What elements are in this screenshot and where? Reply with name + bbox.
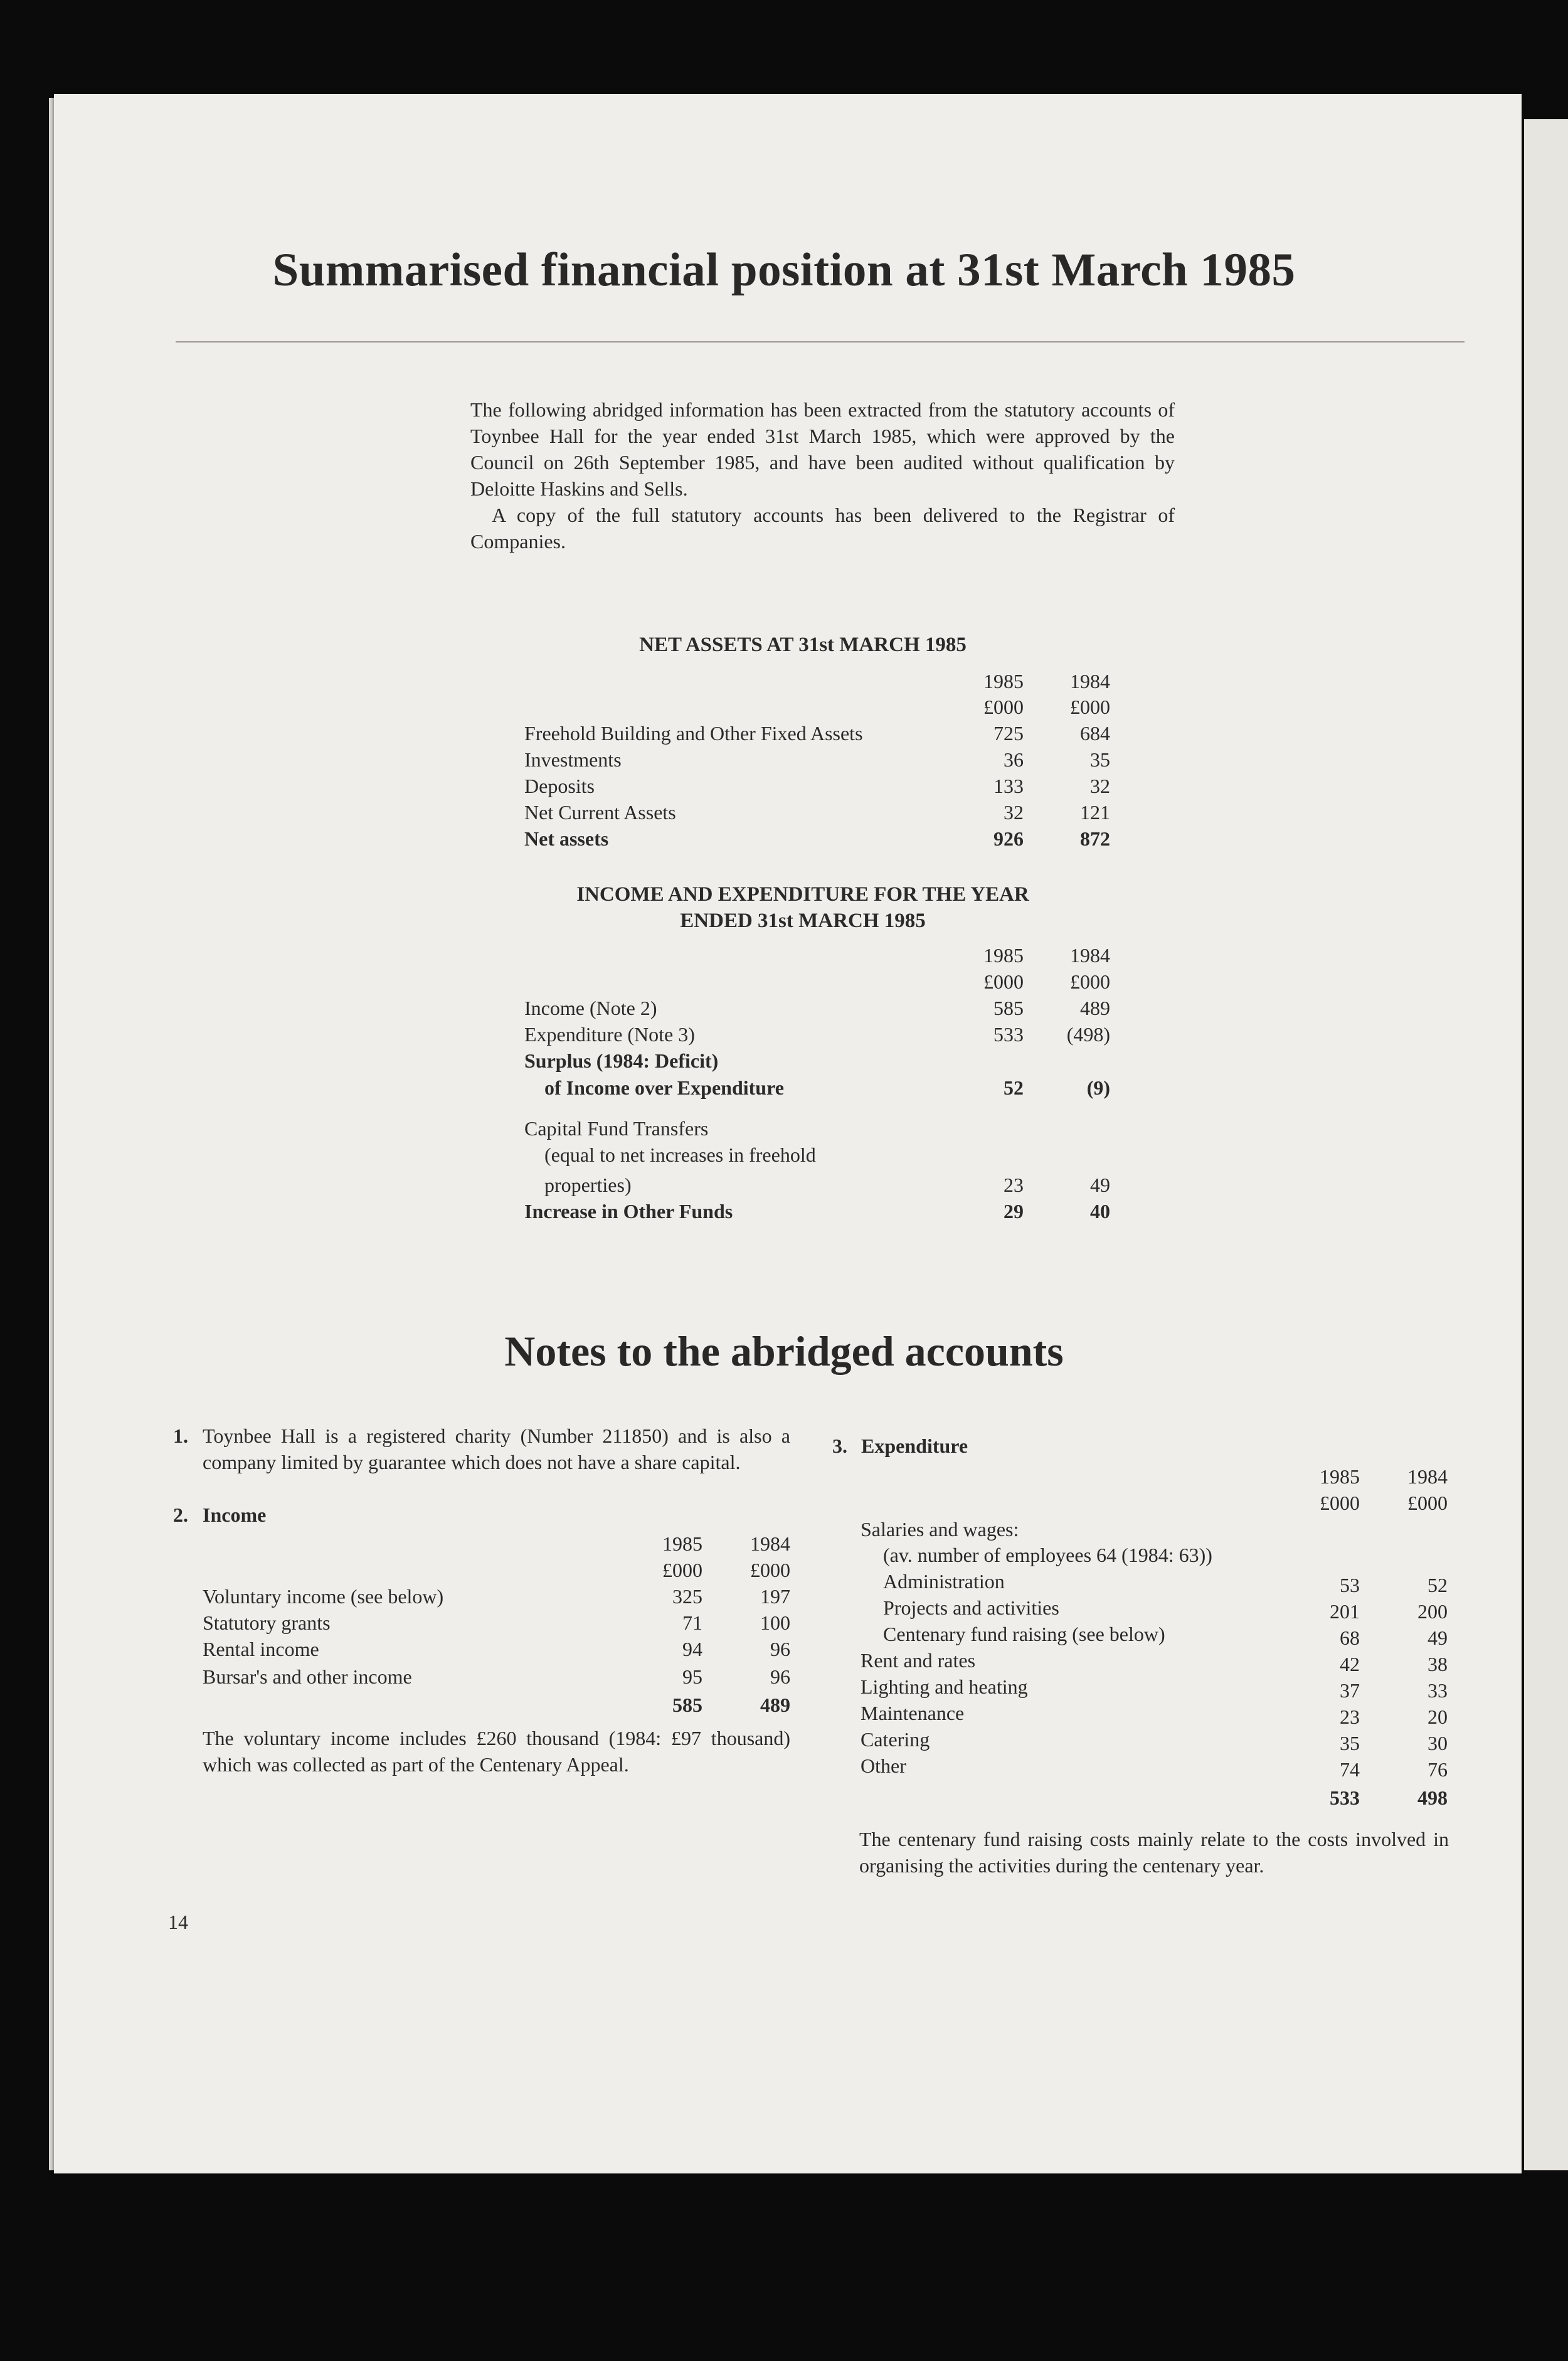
expenditure-total-1984: 498 xyxy=(1417,1786,1448,1809)
net-assets-row-1984: 121 xyxy=(1080,801,1110,824)
note-1-number: 1. xyxy=(173,1425,188,1447)
ie-row-1984: 489 xyxy=(1080,997,1110,1019)
note-3-footnote: The centenary fund raising costs mainly relate to the costs involved in organising the activities during the centenary year. xyxy=(859,1828,1449,1877)
expenditure-row-label: Maintenance xyxy=(861,1702,965,1724)
income-expenditure-heading-line2: ENDED 31st MARCH 1985 xyxy=(680,910,926,932)
expenditure-sub-row-1985: 53 xyxy=(1340,1574,1360,1596)
surplus-label-line1: Surplus (1984: Deficit) xyxy=(524,1049,719,1072)
income-row-label: Bursar's and other income xyxy=(203,1665,412,1688)
surplus-label-line2: of Income over Expenditure xyxy=(544,1076,784,1099)
expenditure-row-1984: 33 xyxy=(1428,1679,1448,1702)
net-assets-row-1985: 133 xyxy=(993,775,1024,797)
net-assets-row-label: Freehold Building and Other Fixed Assets xyxy=(524,722,863,745)
surplus-1985: 52 xyxy=(1004,1076,1024,1099)
expenditure-row-1984: 30 xyxy=(1428,1732,1448,1754)
note-3-heading: Expenditure xyxy=(861,1435,968,1457)
note-2-number: 2. xyxy=(173,1504,188,1526)
note-3-year-1984: 1984 xyxy=(1407,1465,1448,1488)
note-2-footnote: The voluntary income includes £260 thousand (1984: £97 thousand) which was collected as part of the Centenary Appeal. xyxy=(203,1727,790,1776)
income-row-label: Statutory grants xyxy=(203,1611,331,1634)
note-3-unit-1984: £000 xyxy=(1407,1492,1448,1514)
net-assets-row-label: Investments xyxy=(524,748,622,771)
ie-row-1984: (498) xyxy=(1066,1023,1110,1046)
expenditure-sub-row-1984: 49 xyxy=(1428,1626,1448,1649)
notes-title: Notes to the abridged accounts xyxy=(504,1327,1064,1375)
net-assets-total-label: Net assets xyxy=(524,827,609,850)
income-expenditure-heading-line1: INCOME AND EXPENDITURE FOR THE YEAR xyxy=(576,883,1029,906)
expenditure-sub-row-1984: 200 xyxy=(1417,1600,1448,1623)
capital-transfers-line3: properties) xyxy=(544,1174,632,1196)
note-2-unit-1984: £000 xyxy=(750,1559,790,1581)
capital-transfers-line2: (equal to net increases in freehold xyxy=(544,1143,816,1166)
net-assets-row-1984: 35 xyxy=(1090,748,1110,771)
increase-other-funds-1984: 40 xyxy=(1090,1200,1110,1223)
net-assets-row-1985: 725 xyxy=(993,722,1024,745)
income-row-1985: 325 xyxy=(672,1585,702,1608)
net-assets-row-1984: 32 xyxy=(1090,775,1110,797)
net-assets-row-1985: 36 xyxy=(1004,748,1024,771)
net-assets-heading: NET ASSETS AT 31st MARCH 1985 xyxy=(639,634,967,656)
expenditure-sub-row-label: Centenary fund raising (see below) xyxy=(883,1623,1165,1645)
capital-transfers-1985: 23 xyxy=(1004,1174,1024,1196)
intro-paragraph-2: A copy of the full statutory accounts has been delivered to the Registrar of Companies. xyxy=(470,504,1175,553)
income-total-1984: 489 xyxy=(760,1694,790,1716)
expenditure-row-label: Rent and rates xyxy=(861,1649,976,1672)
expenditure-sub-row-1985: 68 xyxy=(1340,1626,1360,1649)
expenditure-sub-row-1984: 52 xyxy=(1428,1574,1448,1596)
note-3-unit-1985: £000 xyxy=(1320,1492,1360,1514)
ie-unit-1985: £000 xyxy=(983,970,1024,993)
net-assets-unit-1985: £000 xyxy=(983,696,1024,718)
income-row-1984: 100 xyxy=(760,1611,790,1634)
note-3-year-1985: 1985 xyxy=(1320,1465,1360,1488)
expenditure-row-label: Other xyxy=(861,1754,906,1777)
net-assets-row-1985: 32 xyxy=(1004,801,1024,824)
expenditure-sub-row-1985: 201 xyxy=(1330,1600,1360,1623)
income-row-1985: 94 xyxy=(682,1638,702,1660)
expenditure-sub-row-label: Administration xyxy=(883,1570,1005,1593)
income-row-1985: 71 xyxy=(682,1611,702,1634)
note-3-number: 3. xyxy=(832,1435,847,1457)
expenditure-row-1985: 35 xyxy=(1340,1732,1360,1754)
expenditure-row-1984: 38 xyxy=(1428,1653,1448,1675)
net-assets-row-label: Deposits xyxy=(524,775,595,797)
income-total-1985: 585 xyxy=(672,1694,702,1716)
ie-unit-1984: £000 xyxy=(1070,970,1110,993)
net-assets-total-1984: 872 xyxy=(1080,827,1110,850)
net-assets-year-1985: 1985 xyxy=(983,670,1024,692)
capital-transfers-line1: Capital Fund Transfers xyxy=(524,1117,709,1140)
income-row-1985: 95 xyxy=(682,1665,702,1688)
salaries-sub-label: (av. number of employees 64 (1984: 63)) xyxy=(883,1544,1212,1566)
expenditure-row-label: Lighting and heating xyxy=(861,1675,1028,1698)
expenditure-sub-row-label: Projects and activities xyxy=(883,1596,1059,1619)
page-number: 14 xyxy=(168,1911,188,1933)
capital-transfers-1984: 49 xyxy=(1090,1174,1110,1196)
ie-row-1985: 533 xyxy=(993,1023,1024,1046)
intro-paragraph-1: The following abridged information has been extracted from the statutory accounts of Toynbee Hall for the year ended 31st March 1985, which were approved by the Council on 26th September 1985, and have been audited without qualification by Deloitte Haskins and Sells. xyxy=(470,398,1175,500)
ie-row-1985: 585 xyxy=(993,997,1024,1019)
facing-page-edge xyxy=(1524,119,1568,2170)
ie-row-label: Income (Note 2) xyxy=(524,997,657,1019)
page-title: Summarised financial position at 31st March 1985 xyxy=(272,244,1296,296)
note-2-unit-1985: £000 xyxy=(662,1559,702,1581)
surplus-1984: (9) xyxy=(1086,1076,1110,1099)
note-2-heading: Income xyxy=(203,1504,267,1526)
note-1-text: Toynbee Hall is a registered charity (Number 211850) and is also a company limited by guarantee which does not have a share capital. xyxy=(203,1425,790,1473)
income-row-label: Rental income xyxy=(203,1638,319,1660)
ie-year-1984: 1984 xyxy=(1070,944,1110,967)
ie-year-1985: 1985 xyxy=(983,944,1024,967)
income-row-label: Voluntary income (see below) xyxy=(203,1585,444,1608)
ie-row-label: Expenditure (Note 3) xyxy=(524,1023,695,1046)
increase-other-funds-label: Increase in Other Funds xyxy=(524,1200,733,1223)
expenditure-row-1985: 23 xyxy=(1340,1706,1360,1728)
income-row-1984: 96 xyxy=(770,1665,790,1688)
expenditure-row-label: Catering xyxy=(861,1728,930,1751)
expenditure-row-1985: 37 xyxy=(1340,1679,1360,1702)
intro-text xyxy=(470,396,1175,554)
income-row-1984: 197 xyxy=(760,1585,790,1608)
expenditure-row-1984: 20 xyxy=(1428,1706,1448,1728)
title-divider xyxy=(176,341,1465,342)
note-2-year-1985: 1985 xyxy=(662,1532,702,1555)
net-assets-unit-1984: £000 xyxy=(1070,696,1110,718)
expenditure-row-1985: 42 xyxy=(1340,1653,1360,1675)
income-row-1984: 96 xyxy=(770,1638,790,1660)
net-assets-total-1985: 926 xyxy=(993,827,1024,850)
note-2-year-1984: 1984 xyxy=(750,1532,790,1555)
salaries-label: Salaries and wages: xyxy=(861,1518,1019,1541)
increase-other-funds-1985: 29 xyxy=(1004,1200,1024,1223)
net-assets-row-1984: 684 xyxy=(1080,722,1110,745)
expenditure-row-1984: 76 xyxy=(1428,1758,1448,1781)
net-assets-row-label: Net Current Assets xyxy=(524,801,676,824)
expenditure-total-1985: 533 xyxy=(1330,1786,1360,1809)
expenditure-row-1985: 74 xyxy=(1340,1758,1360,1781)
net-assets-year-1984: 1984 xyxy=(1070,670,1110,692)
